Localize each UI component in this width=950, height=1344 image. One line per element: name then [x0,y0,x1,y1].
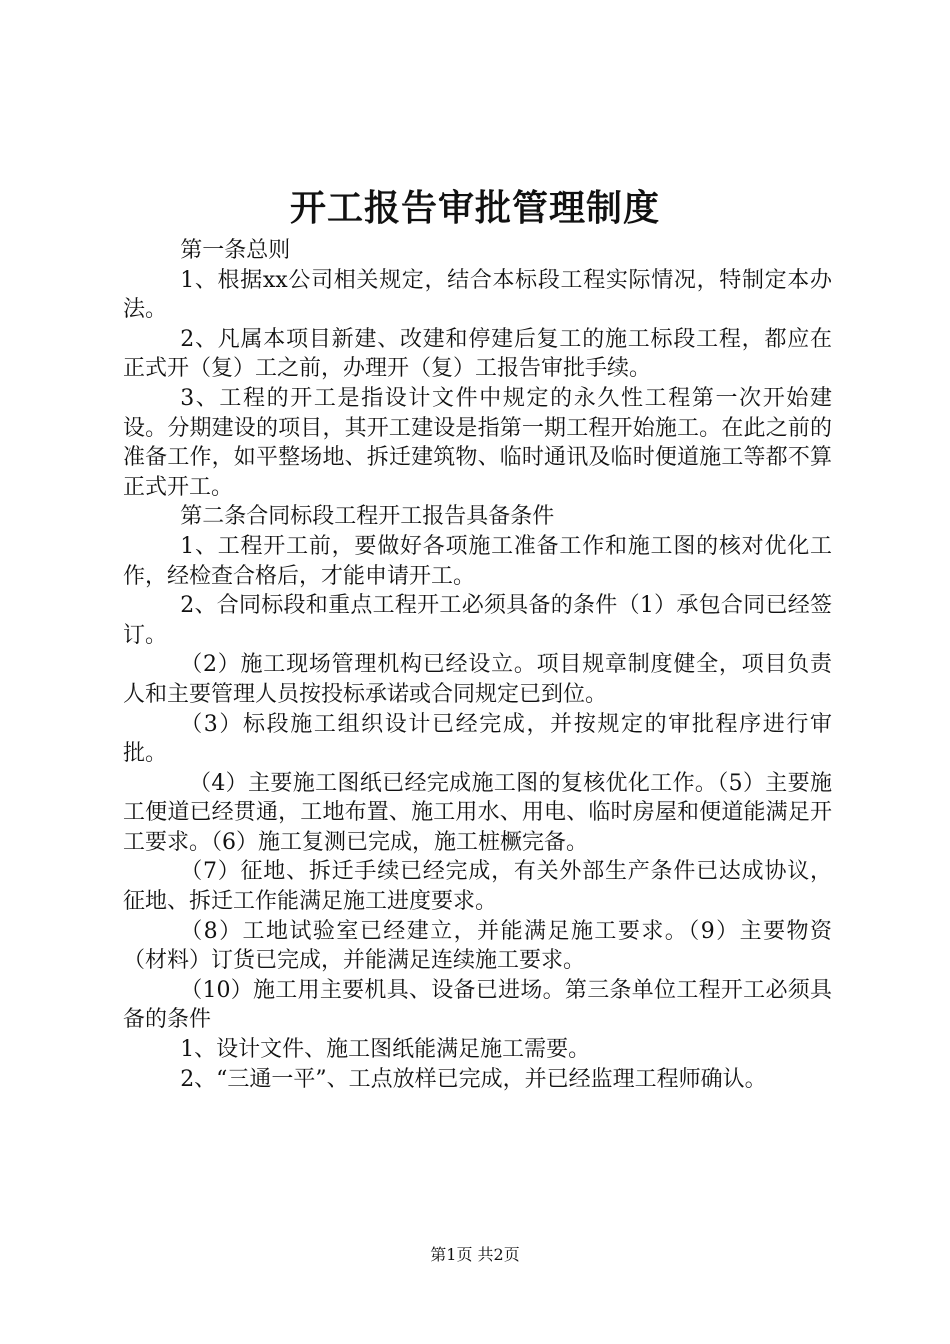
paragraph: 1、设计文件、施工图纸能满足施工需要。 [180,1037,591,1063]
paragraph: （10）施工用主要机具、设备已进场。第三条单位工程开工必须具备的条件 [123,977,832,1033]
paragraph: （4）主要施工图纸已经完成施工图的复核优化工作。（5）主要施工便道已经贯通，工地布置、施工用水、用电、临时房屋和便道能满足开工要求。（6）施工复测已完成，施工桩橛完备。 [123,770,832,855]
paragraph: 2、凡属本项目新建、改建和停建后复工的施工标段工程，都应在正式开（复）工之前，办理开（复）工报告审批手续。 [123,326,832,382]
paragraph: 1、工程开工前，要做好各项施工准备工作和施工图的核对优化工作，经检查合格后，才能申请开工。 [123,533,832,589]
page-footer: 第1页 共2页 [430,1245,520,1264]
paragraph: （7）征地、拆迁手续已经完成，有关外部生产条件已达成协议，征地、拆迁工作能满足施工进度要求。 [123,859,832,915]
paragraph: （2）施工现场管理机构已经设立。项目规章制度健全，项目负责人和主要管理人员按投标承诺或合同规定已到位。 [123,652,832,707]
paragraph: 2、“三通一平”、工点放样已完成，并已经监理工程师确认。 [180,1066,767,1092]
paragraph: 1、根据xx公司相关规定，结合本标段工程实际情况，特制定本办法。 [123,267,832,323]
paragraph: 3、工程的开工是指设计文件中规定的永久性工程第一次开始建设。分期建设的项目，其开工建设是指第一期工程开始施工。在此之前的准备工作，如平整场地、拆迁建筑物、临时通讯及临时便道施工等都不算正式开工。 [123,385,832,500]
document-body [123,236,832,1094]
paragraph: 2、合同标段和重点工程开工必须具备的条件（1）承包合同已经签订。 [123,593,832,648]
section-heading-1: 第一条总则 [180,238,291,263]
section-heading-2: 第二条合同标段工程开工报告具备条件 [180,504,555,530]
paragraph: （3）标段施工组织设计已经完成，并按规定的审批程序进行审批。 [123,711,832,767]
document-title: 开工报告审批管理制度 [289,187,660,229]
paragraph: （8）工地试验室已经建立，并能满足施工要求。（9）主要物资（材料）订货已完成，并能满足连续施工要求。 [123,918,832,974]
